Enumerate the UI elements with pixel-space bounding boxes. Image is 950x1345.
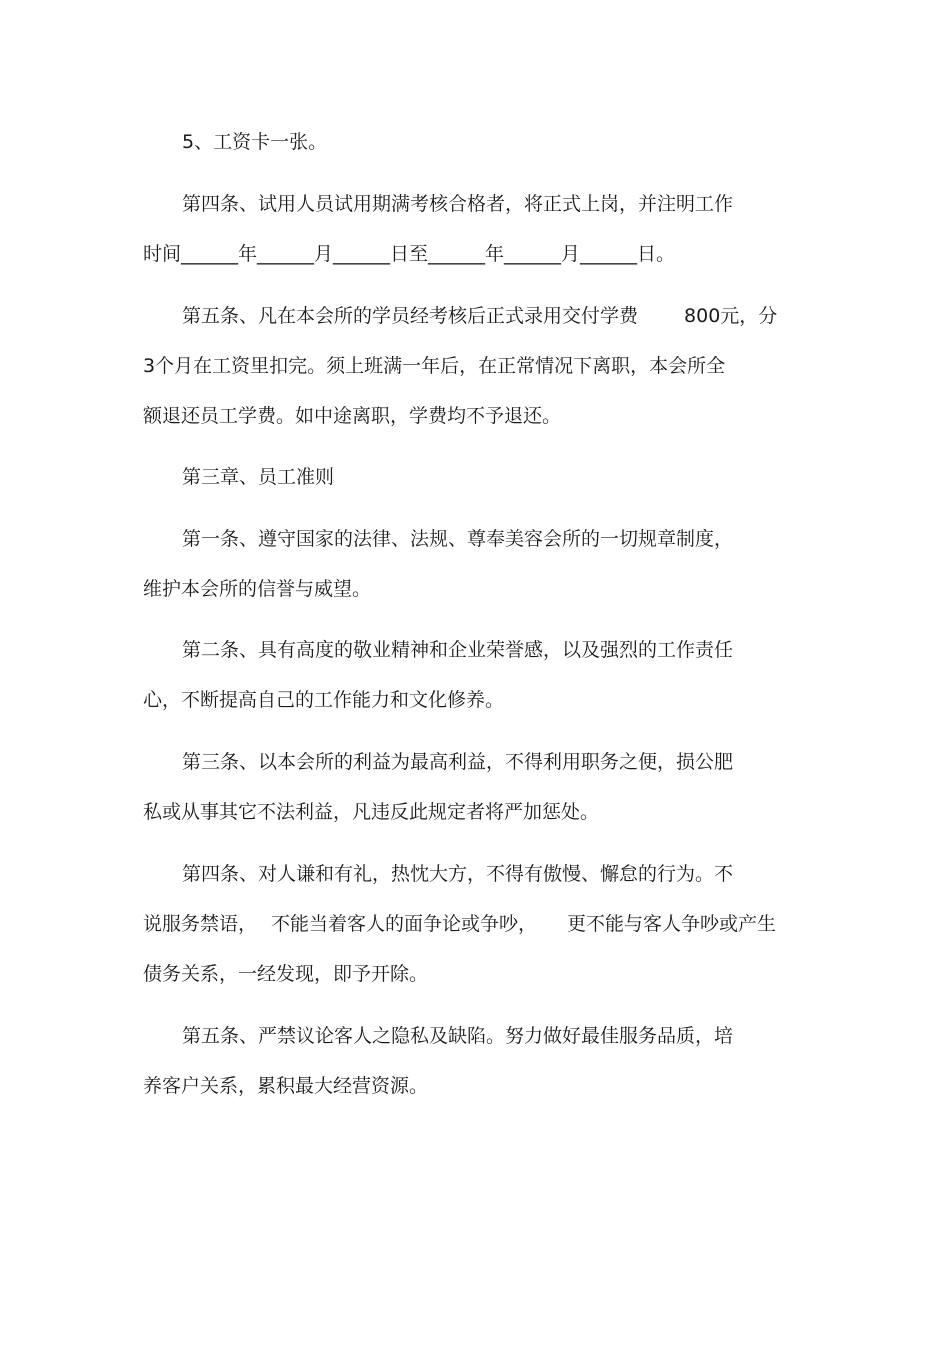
article-5-line-2: 3个月在工资里扣完。须上班满一年后，在正常情况下离职，本会所全 [143,355,726,377]
chapter-3-heading: 第三章、员工准则 [182,466,335,488]
article-4-line-1: 第四条、试用人员试用期满考核合格者，将正式上岗，并注明工作 [182,193,734,215]
article-5-line-1-text: 第五条、凡在本会所的学员经考核后正式录用交付学费 [182,305,639,327]
article-5-line-1 [182,304,777,328]
rule-3-line-2: 私或从事其它不法利益，凡违反此规定者将严加惩处。 [143,801,600,823]
rule-2-line-1: 第二条、具有高度的敬业精神和企业荣誉感，以及强烈的工作责任 [182,639,734,661]
item-5-line: 5、工资卡一张。 [182,131,328,153]
rule-3-line-1: 第三条、以本会所的利益为最高利益，不得利用职务之便，损公肥 [182,751,734,773]
rule-1-line-1: 第一条、遵守国家的法律、法规、尊奉美容会所的一切规章制度， [182,528,734,550]
rule-2-line-2: 心，不断提高自己的工作能力和文化修养。 [143,689,505,711]
article-5-line-1-amount: 800元，分 [684,305,778,327]
rule-5-line-1: 第五条、严禁议论客人之隐私及缺陷。努力做好最佳服务品质，培 [182,1025,734,1047]
rule-4-line-2-part-1: 说服务禁语， [143,913,258,935]
rule-5-line-2: 养客户关系，累积最大经营资源。 [143,1075,429,1097]
article-4-line-2: 时间______年______月______日至______年______月______日。 [143,243,676,265]
article-5-line-3: 额退还员工学费。如中途离职，学费均不予退还。 [143,405,562,427]
rule-4-line-3: 债务关系，一经发现，即予开除。 [143,963,429,985]
rule-4-line-2 [143,912,776,936]
rule-4-line-2-part-3: 更不能与客人争吵或产生 [567,913,777,935]
rule-4-line-2-part-2: 不能当着客人的面争论或争吵， [271,913,538,935]
rule-4-line-1: 第四条、对人谦和有礼，热忱大方，不得有傲慢、懈怠的行为。不 [182,863,734,885]
rule-1-line-2: 维护本会所的信誉与威望。 [143,578,372,600]
